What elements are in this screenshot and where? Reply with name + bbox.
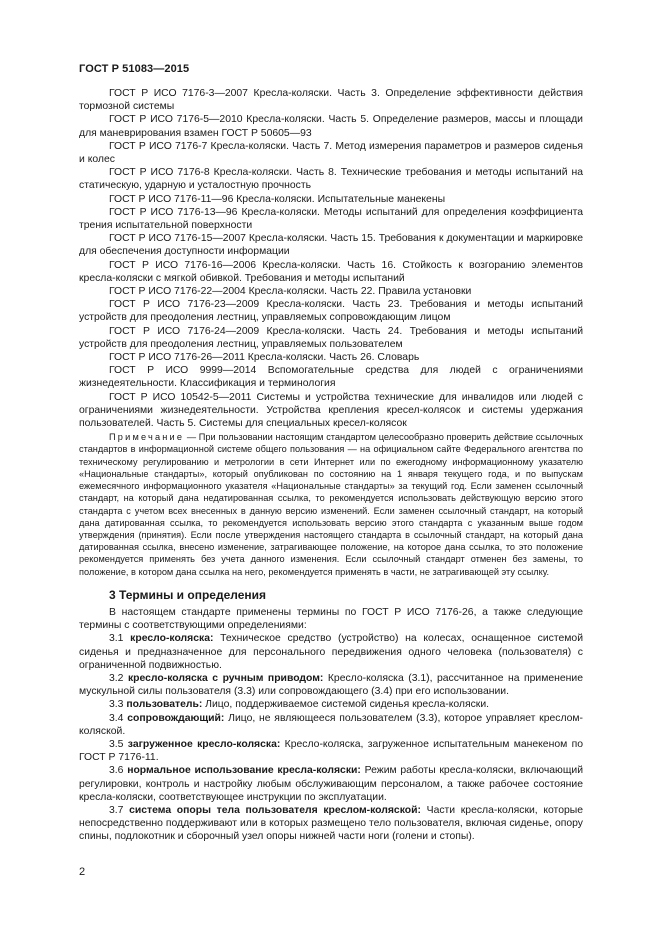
page-number: 2 [79,866,86,878]
reference-item: ГОСТ Р ИСО 7176-26—2011 Кресла-коляски. Часть 26. Словарь [109,352,420,364]
term-name: нормальное использование кресла-коляски: [127,765,361,777]
section-intro: В настоящем стандарте применены термины по ГОСТ Р ИСО 7176-26, а также следующие термины с соответствующими определениями: [79,606,583,632]
note-text: — При пользовании настоящим стандартом целесообразно проверить действие ссылочных стандартов в информационной системе общего пользования — на официальном сайте Федерального агентства по техническому регулированию и метрологии в сети Интернет или по ежегодному информационному указателю «Национальные стандарты», который опубликован по состоянию на 1 января текущего года, и по выпускам ежемесячного информационного указателя «Национальные стандарты» за текущий год. Если заменен ссылочный стандарт, на который дана недатированная ссылка, то рекомендуется использовать действующую версию этого стандарта с учетом всех внесенных в данную версию изменений. Если заменен ссылочный стандарт, на который дана датированная ссылка, то рекомендуется использовать версию этого стандарта с указанным выше годом утверждения (принятия). Если после утверждения настоящего стандарта в ссылочный стандарт, на который дана датированная ссылка, внесено изменение, затрагивающее положение, на которое дана ссылка, то это положение рекомендуется применять без учета данного изменения. Если ссылочный стандарт отменен без замены, то положение, в котором дана ссылка на него, рекомендуется применять в части, не затрагивающей эту ссылку. [79,432,583,577]
reference-item: ГОСТ Р ИСО 7176-15—2007 Кресла-коляски. Часть 15. Требования к документации и маркировке для обеспечения доступности информации [79,233,583,258]
term-name: кресло-коляска: [130,633,214,645]
term-entry [79,804,583,844]
reference-item: ГОСТ Р ИСО 10542-5—2011 Системы и устройства технические для инвалидов или людей с ограничениями жизнедеятельности. Устройства крепления кресел-колясок и системы удержания пользователей. Часть 5. Системы для специальных кресел-колясок [79,391,583,430]
terms-list [79,632,583,843]
term-entry [79,632,583,672]
reference-item: ГОСТ Р ИСО 7176-24—2009 Кресла-коляски. Часть 24. Требования и методы испытаний устройств для преодоления лестниц, управляемых пользователем [79,325,583,350]
term-definition: Части кресла-коляски, которые непосредственно поддерживают или в которых размещено тело пользователя, включая сиденье, опору спины, подлокотник и сборочный узел опоры нижней части ноги (голени и стопы). [79,804,584,843]
reference-item: ГОСТ Р ИСО 9999—2014 Вспомогательные средства для людей с ограничениями жизнедеятельности. Классификация и терминология [79,365,583,390]
term-number: 3.3 [109,699,124,711]
term-entry [79,712,583,738]
section-heading: 3 Термины и определения [109,587,267,602]
reference-item: ГОСТ Р ИСО 7176-16—2006 Кресла-коляски. Часть 16. Стойкость к возгоранию элементов кресла-коляски с мягкой обивкой. Требования и методы испытаний [79,259,583,284]
term-name: сопровождающий: [127,712,225,724]
reference-item: ГОСТ Р ИСО 7176-11—96 Кресла-коляски. Испытательные манекены [109,193,446,205]
note-paragraph [79,431,583,577]
reference-item: ГОСТ Р ИСО 7176-13—96 Кресла-коляски. Методы испытаний для определения коэффициента трения испытательной поверхности [79,206,583,232]
term-number: 3.4 [109,712,124,724]
term-definition: Техническое средство (устройство) на колесах, оснащенное системой сиденья и предназначенное для персонального передвижения одного человека (пользователя) с ограниченной подвижностью. [79,633,583,671]
term-name: пользователь: [126,699,203,711]
term-entry [79,738,583,764]
term-definition: Режим работы кресла-коляски, включающий регулировки, контроль и настройку любым обслуживающим персоналом, а также рабочее состояние кресла-коляски, соответствующее инструкции по эксплуатации. [79,765,583,803]
term-entry [79,698,583,711]
term-number: 3.6 [109,765,124,777]
reference-item: ГОСТ Р ИСО 7176-8 Кресла-коляски. Часть 8. Технические требования и методы испытаний на статическую, ударную и усталостную прочность [79,167,583,192]
term-definition: Кресло-коляска (3.1), рассчитанное на применение мускульной силы пользователя (3.3) или сопровождающего (3.4) при его использовании. [79,672,584,698]
reference-item: ГОСТ Р ИСО 7176-23—2009 Кресла-коляски. Часть 23. Требования и методы испытаний устройств для преодоления лестниц, управляемых сопровождающим лицом [79,299,583,324]
term-definition: Лицо, не являющееся пользователем (3.3), которое управляет креслом-коляской. [79,712,584,737]
term-name: система опоры тела пользователя креслом-коляской: [129,804,421,816]
reference-item: ГОСТ Р ИСО 7176-5—2010 Кресла-коляски. Часть 5. Определение размеров, массы и площади для маневрирования взамен ГОСТ Р 50605—93 [79,114,583,139]
term-definition: Кресло-коляска, загруженное испытательным манекеном по ГОСТ Р 7176-11. [79,738,583,764]
reference-item: ГОСТ Р ИСО 7176-3—2007 Кресла-коляски. Часть 3. Определение эффективности действия тормозной системы [79,88,583,113]
term-entry [79,764,583,804]
references-list [79,87,583,430]
term-number: 3.7 [109,804,124,816]
term-name: загруженное кресло-коляска: [127,738,281,750]
term-number: 3.5 [109,738,124,750]
note-label: Примечание [109,432,185,443]
reference-item: ГОСТ Р ИСО 7176-22—2004 Кресла-коляски. Часть 22. Правила установки [109,286,472,298]
term-name: кресло-коляска с ручным приводом: [127,672,324,684]
document-body [79,87,583,844]
term-number: 3.1 [109,633,124,645]
reference-item: ГОСТ Р ИСО 7176-7 Кресла-коляски. Часть 7. Метод измерения параметров и размеров сиденья и колес [79,140,583,166]
term-entry [79,672,583,698]
term-number: 3.2 [109,672,124,684]
document-code-header: ГОСТ Р 51083—2015 [79,63,190,75]
term-definition: Лицо, поддерживаемое системой сиденья кресла-коляски. [202,699,490,711]
